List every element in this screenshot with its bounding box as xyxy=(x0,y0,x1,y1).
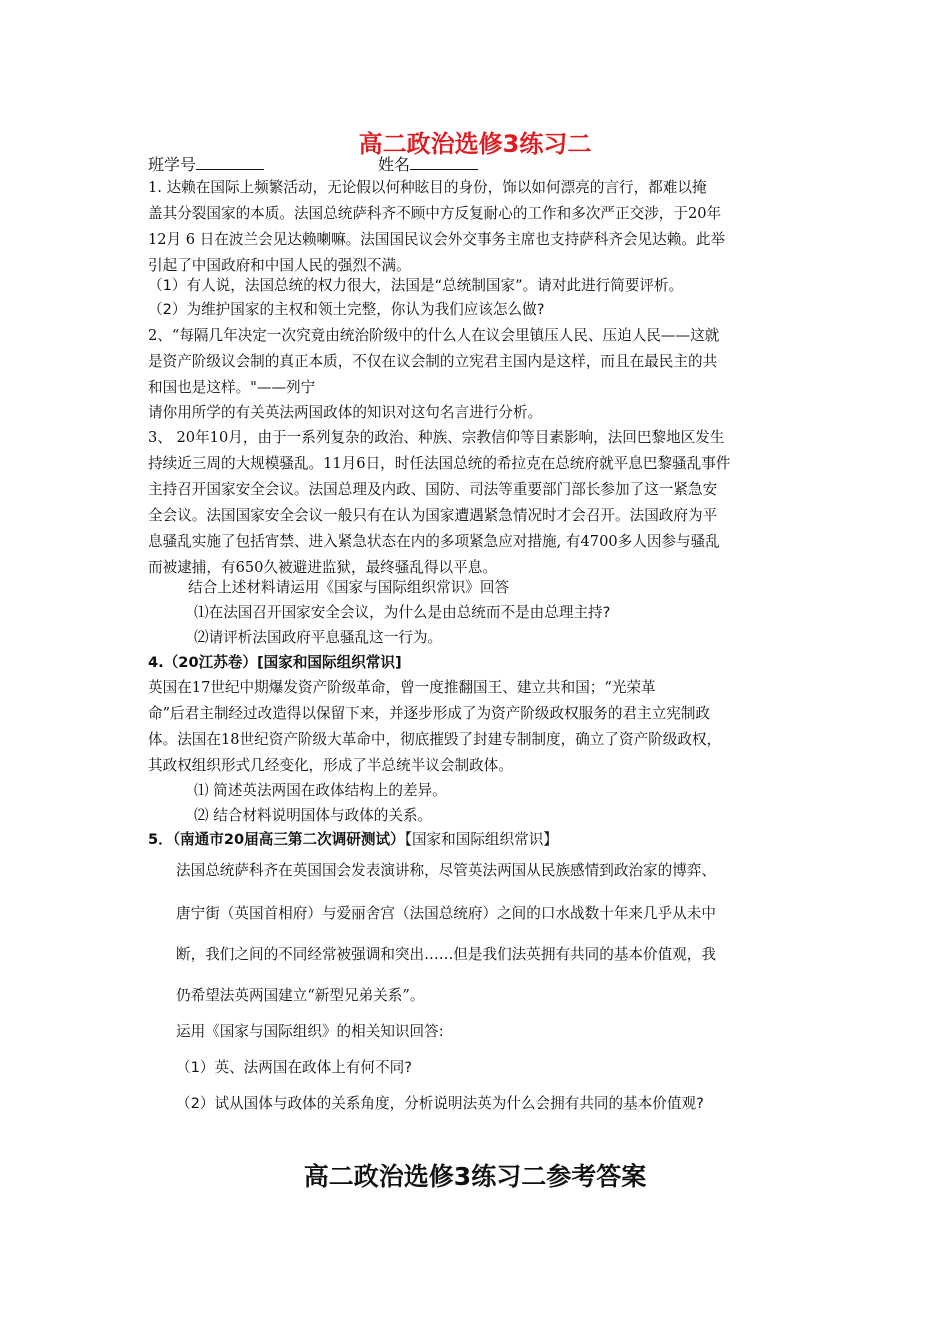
q4-line: 命”后君主制经过改造得以保留下来，并逐步形成了为资产阶级政权服务的君主立宪制政 xyxy=(148,705,711,722)
q4-line: 体。法国在18世纪资产阶级大革命中，彻底摧毁了封建专制制度，确立了资产阶级政权， xyxy=(148,731,722,748)
q3-line: 全会议。法国国家安全会议一般只有在认为国家遭遇紧急情况时才会召开。法国政府为平 xyxy=(148,507,718,524)
q5-line: 仍希望法英两国建立“新型兄弟关系”。 xyxy=(176,987,425,1004)
q1-sub2: （2）为维护国家的主权和领土完整，你认为我们应该怎么做? xyxy=(148,301,545,318)
class-label: 班学号 xyxy=(148,155,197,174)
q4-heading: 4.（20江苏卷）[国家和国际组织常识] xyxy=(148,654,402,671)
q4-line: 其政权组织形式几经变化，形成了半总统半议会制政体。 xyxy=(148,757,513,774)
q4-line: 英国在17世纪中期爆发资产阶级革命，曾一度推翻国王、建立共和国；“光荣革 xyxy=(148,679,656,696)
q1-line: 盖其分裂国家的本质。法国总统萨科齐不顾中方反复耐心的工作和多次严正交涉，于20年 xyxy=(148,205,722,222)
q1-line: 12月 6 日在波兰会见达赖喇嘛。法国国民议会外交事务主席也支持萨科齐会见达赖。此举 xyxy=(148,231,726,248)
q5-heading xyxy=(148,830,558,850)
q5-intro: 运用《国家与国际组织》的相关知识回答: xyxy=(176,1023,444,1040)
q3-line: 而被逮捕，有650久被避进监狱，最终骚乱得以平息。 xyxy=(148,559,497,576)
q5-sub1: （1）英、法两国在政体上有何不同? xyxy=(176,1059,412,1076)
q2-line: 和国也是这样。"——列宁 xyxy=(148,379,316,396)
q5-heading-topic: 【国家和国际组织常识】 xyxy=(404,831,558,848)
q3-sub2: ⑵请评析法国政府平息骚乱这一行为。 xyxy=(194,629,443,646)
q5-line: 法国总统萨科齐在英国国会发表演讲称，尽管英法两国从民族感情到政治家的博弈、 xyxy=(176,862,716,879)
q5-line: 唐宁街（英国首相府）与爱丽舍宫（法国总统府）之间的口水战数十年来几乎从未中 xyxy=(176,905,716,922)
q5-line: 断，我们之间的不同经常被强调和突出……但是我们法英拥有共同的基本价值观，我 xyxy=(176,946,716,963)
class-blank[interactable] xyxy=(196,154,264,170)
q2-ask: 请你用所学的有关英法两国政体的知识对这句名言进行分析。 xyxy=(148,404,543,421)
name-blank[interactable] xyxy=(410,154,478,170)
q5-heading-source: 5．（南通市20届高三第二次调研测试） xyxy=(148,831,405,848)
q4-sub2: ⑵ 结合材料说明国体与政体的关系。 xyxy=(194,807,433,824)
q2-line: 2、“每隔几年决定一次究竟由统治阶级中的什么人在议会里镇压人民、压迫人民——这就 xyxy=(148,327,720,344)
q3-sub1: ⑴在法国召开国家安全会议，为什么是由总统而不是由总理主持? xyxy=(194,604,611,621)
q3-line: 息骚乱实施了包括宵禁、进入紧急状态在内的多项紧急应对措施, 有4700多人因参与骚乱 xyxy=(148,533,720,550)
name-label: 姓名 xyxy=(378,155,411,174)
q1-line: 1. 达赖在国际上频繁活动，无论假以何种眩目的身份，饰以如何漂亮的言行，都难以掩 xyxy=(148,179,707,196)
q3-intro: 结合上述材料请运用《国家与国际组织常识》回答 xyxy=(188,579,510,596)
q4-sub1: ⑴ 简述英法两国在政体结构上的差异。 xyxy=(194,782,447,799)
q2-line: 是资产阶级议会制的真正本质，不仅在议会制的立宪君主国内是这样，而且在最民主的共 xyxy=(148,353,718,370)
q1-line: 引起了中国政府和中国人民的强烈不满。 xyxy=(148,257,411,274)
page-title: 高二政治选修3练习二 xyxy=(358,130,592,158)
answer-title: 高二政治选修3练习二参考答案 xyxy=(303,1162,647,1191)
student-info-line xyxy=(148,152,478,175)
q5-sub2: （2）试从国体与政体的关系角度，分析说明法英为什么会拥有共同的基本价值观? xyxy=(176,1095,704,1112)
q3-line: 持续近三周的大规模骚乱。11月6日，时任法国总统的希拉克在总统府就平息巴黎骚乱事件 xyxy=(148,455,731,472)
q3-line: 主持召开国家安全会议。法国总理及内政、国防、司法等重要部门部长参加了这一紧急安 xyxy=(148,481,718,498)
q3-line: 3、 20年10月，由于一系列复杂的政治、种族、宗教信仰等目素影响，法回巴黎地区发生 xyxy=(148,429,725,446)
q1-sub1: （1）有人说，法国总统的权力很大，法国是“总统制国家”。请对此进行简要评析。 xyxy=(148,277,684,294)
